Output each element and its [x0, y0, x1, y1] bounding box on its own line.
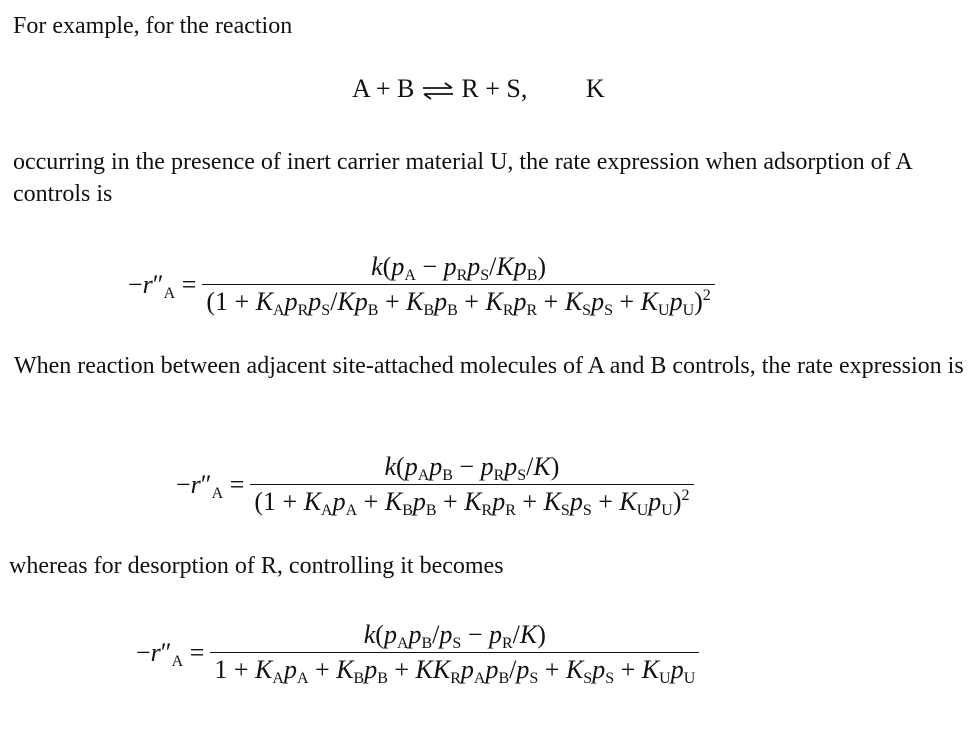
- reaction-reactants: A + B: [352, 74, 415, 103]
- rate-numerator: $k(p_Ap_B - p_Rp_S/K)$: [384, 452, 560, 484]
- reaction-products: R + S,: [461, 74, 528, 103]
- rate-lhs: $-r''_A$ =: [136, 637, 205, 670]
- desorption-rate-equation: [136, 620, 699, 685]
- rate-fraction: [210, 620, 699, 685]
- desorption-paragraph: whereas for desorption of R, controlling it becomes: [9, 553, 504, 579]
- rate-numerator: $k(p_Ap_B/p_S - p_R/K)$: [363, 620, 546, 652]
- equilibrium-constant: K: [585, 74, 605, 103]
- rate-lhs: $-r''_A$ =: [176, 469, 245, 502]
- reaction-equation: [352, 74, 605, 104]
- rate-lhs: $-r''_A$ =: [128, 269, 197, 302]
- adsorption-rate-equation: [128, 252, 715, 317]
- rate-fraction: [202, 252, 714, 317]
- intro-paragraph: For example, for the reaction: [13, 13, 293, 39]
- rate-denominator: $(1 + K_Ap_A + K_Bp_B + K_Rp_R + K_Sp_S + K_Up_U)^2$: [250, 484, 693, 517]
- rate-fraction: [250, 452, 693, 517]
- equilibrium-arrow-icon: [421, 81, 455, 101]
- surface-reaction-paragraph: When reaction between adjacent site-attached molecules of A and B controls, the rate expression is: [14, 353, 964, 379]
- surface-reaction-rate-equation: [176, 452, 694, 517]
- adsorption-paragraph: occurring in the presence of inert carrier material U, the rate expression when adsorption of A controls is: [13, 149, 912, 207]
- rate-denominator: $1 + K_Ap_A + K_Bp_B + KK_Rp_Ap_B/p_S + K_Sp_S + K_Up_U$: [210, 652, 699, 685]
- rate-numerator: $k(p_A - p_Rp_S/Kp_B)$: [371, 252, 547, 284]
- rate-denominator: $(1 + K_Ap_Rp_S/Kp_B + K_Bp_B + K_Rp_R + K_Sp_S + K_Up_U)^2$: [202, 284, 714, 317]
